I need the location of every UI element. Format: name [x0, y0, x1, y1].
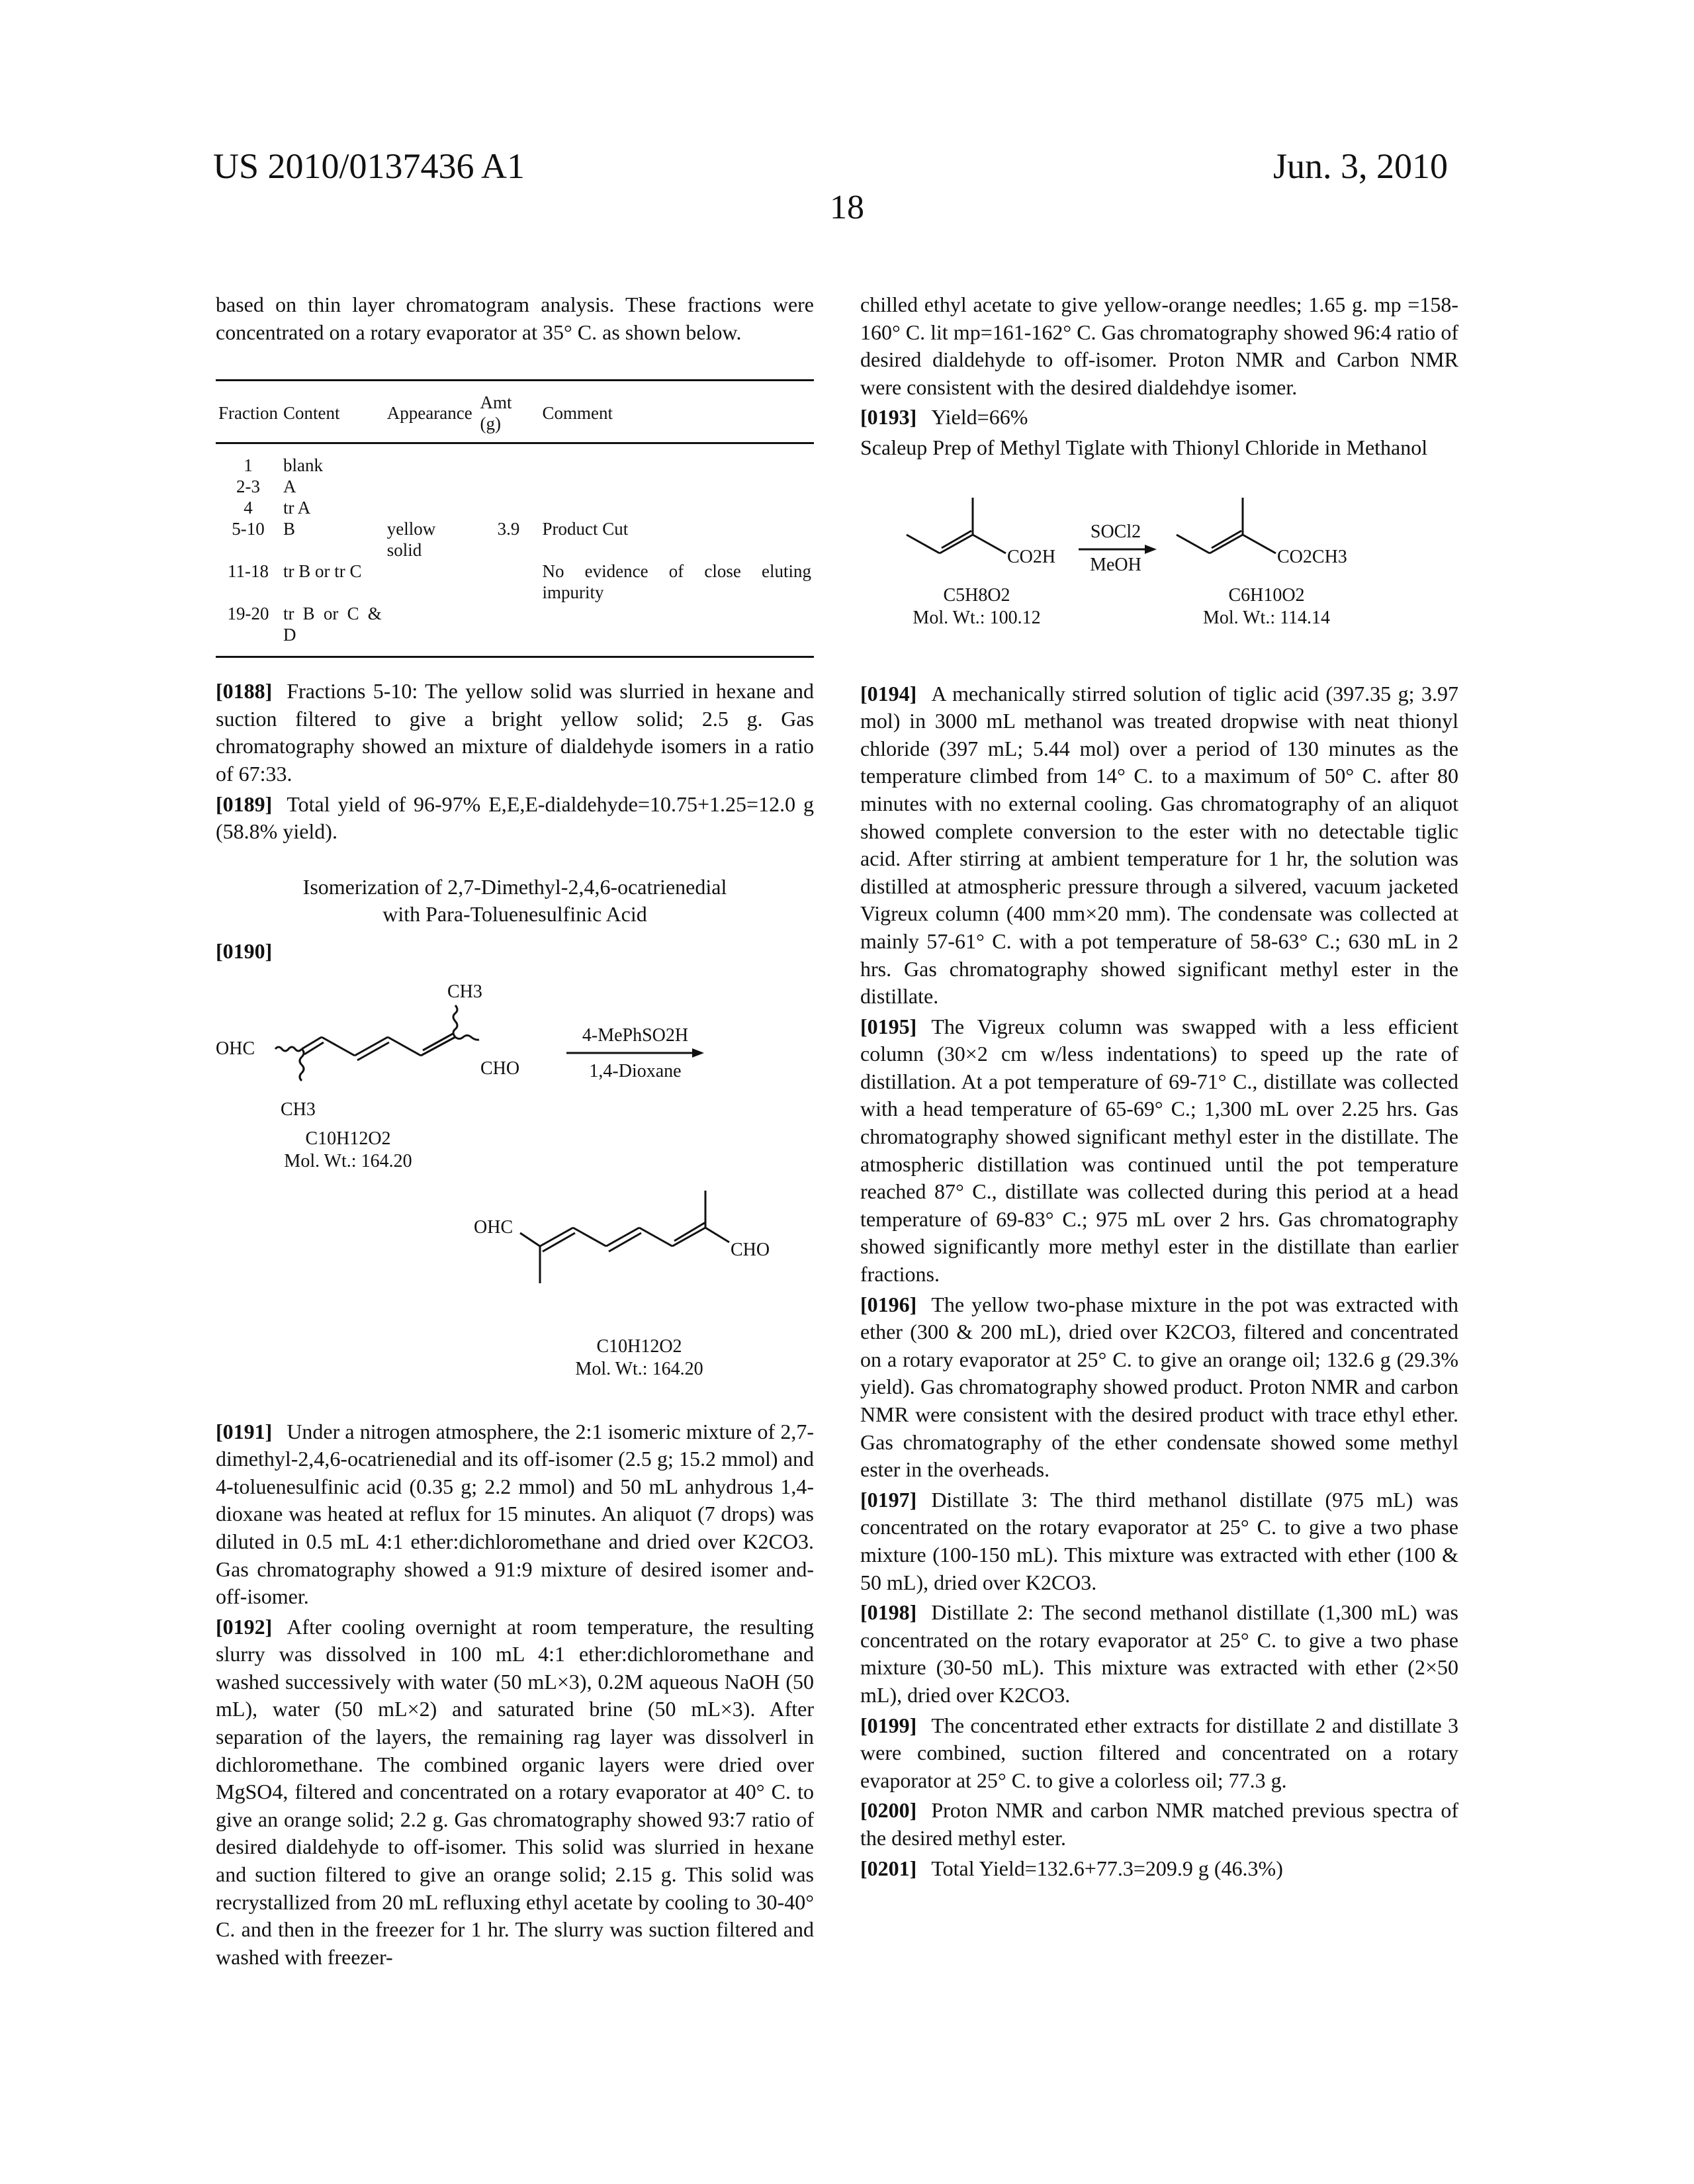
paragraph-number: [0190]	[216, 939, 272, 963]
paragraph-number: [0200]	[860, 1798, 916, 1822]
patent-number: US 2010/0137436 A1	[213, 146, 525, 187]
paragraph-text: After cooling overnight at room temperature, the resulting slurry was dissolved in 100 mL 4:1 ether:dichloromethane and washed successively with water (50 mL×3), 0.2M aqueous NaOH (50 mL), water (50 mL×2) and saturated brine (50 mL×3). After separation of the layers, the remaining rag layer was dissolverl in dichloromethane. The combined organic layers were dried over MgSO4, filtered and concentrated on a rotary evaporator at 40° C. to give an orange solid; 2.2 g. Gas chromatography showed 93:7 ratio of desired dialdehyde to off-isomer. This solid was slurried in hexane and suction filtered to give an orange solid; 2.15 g. This solid was recrystallized from 20 mL refluxing ethyl acetate by cooling to 30-40° C. and then in the freezer for 1 hr. The slurry was suction filtered and washed with freezer-	[216, 1615, 814, 1969]
cell: 1	[216, 443, 281, 477]
paragraph-number: [0198]	[860, 1600, 916, 1624]
paragraph-0191	[216, 1418, 814, 1611]
solvent-label: 1,4-Dioxane	[589, 1061, 681, 1081]
col-comment: Comment	[539, 381, 814, 443]
cell	[384, 561, 478, 603]
fractions-table	[216, 379, 814, 658]
publication-date: Jun. 3, 2010	[1273, 146, 1448, 187]
cell: tr B or tr C	[281, 561, 384, 603]
cell	[384, 476, 478, 497]
paragraph-text: A mechanically stirred solution of tiglic acid (397.35 g; 3.97 mol) in 3000 mL methanol was treated dropwise with neat thionyl chloride (397 mL; 5.44 mol) over a period of 130 minutes as the temperature climbed from 14° C. to a maximum of 50° C. after 80 minutes with no external cooling. Gas chromatography of an aliquot showed complete conversion to the ester with no detectable tiglic acid. After stirring at ambient temperature for 1 hr, the solution was distilled at atmospheric pressure through a silvered, vacuum jacketed Vigreux column (400 mm×20 mm). The condensate was collected at mainly 57-61° C. with a pot temperature of 58-63° C.; 630 mL in 2 hrs. Gas chromatography showed significant methyl ester in the distillate.	[860, 682, 1458, 1009]
right-column	[860, 291, 1458, 1885]
paragraph-number: [0193]	[860, 405, 916, 429]
cell: 19-20	[216, 603, 281, 657]
cell: tr B or C & D	[281, 603, 384, 657]
tiglic-acid-structure	[907, 498, 1006, 553]
cell	[384, 603, 478, 657]
table-row	[216, 476, 814, 497]
formula-label: C6H10O2	[1228, 585, 1304, 606]
cell: 4	[216, 497, 281, 518]
cell: blank	[281, 443, 384, 477]
paragraph-0192	[216, 1614, 814, 1972]
cell	[478, 603, 540, 657]
col-amount: Amt (g)	[478, 381, 540, 443]
col-content: Content	[281, 381, 384, 443]
cell	[539, 476, 814, 497]
paragraph-0199	[860, 1712, 1458, 1795]
cell: A	[281, 476, 384, 497]
paragraph-number: [0188]	[216, 679, 272, 703]
continued-paragraph: chilled ethyl acetate to give yellow-orange needles; 1.65 g. mp =158-160° C. lit mp=161-162° C. Gas chromatography showed 96:4 ratio of desired dialdehyde to off-isomer. Proton NMR and Carbon NMR were consistent with the desired dialdehdye isomer.	[860, 291, 1458, 401]
paragraph-text: Fractions 5-10: The yellow solid was slurried in hexane and suction filtered to give a bright yellow solid; 2.5 g. Gas chromatography showed an mixture of dialdehyde isomers in a ratio of 67:33.	[216, 679, 814, 786]
paragraph-text: Yield=66%	[931, 405, 1028, 429]
cell: B	[281, 518, 384, 561]
paragraph-number: [0199]	[860, 1713, 916, 1737]
isomerization-scheme	[216, 968, 814, 1418]
methyl-ester-label: CO2CH3	[1277, 547, 1347, 567]
paragraph-0201	[860, 1855, 1458, 1883]
arrow-head	[1145, 545, 1157, 554]
cell	[478, 561, 540, 603]
cell: Product Cut	[539, 518, 814, 561]
carboxylic-acid-label: CO2H	[1007, 547, 1055, 567]
cell	[478, 476, 540, 497]
paragraph-text: Total Yield=132.6+77.3=209.9 g (46.3%)	[931, 1856, 1283, 1880]
ohc-label: OHC	[216, 1038, 255, 1059]
reagent-label: SOCl2	[1091, 522, 1141, 542]
paragraph-number: [0191]	[216, 1420, 272, 1443]
cho-label: CHO	[731, 1240, 770, 1260]
left-column	[216, 291, 814, 1974]
paragraph-number: [0189]	[216, 792, 272, 816]
cell	[539, 443, 814, 477]
table-row	[216, 603, 814, 657]
section-heading-isomerization	[216, 874, 814, 929]
paragraph-0197	[860, 1486, 1458, 1596]
paragraph-text: Under a nitrogen atmosphere, the 2:1 isomeric mixture of 2,7-dimethyl-2,4,6-ocatrienedial and its off-isomer (2.5 g; 15.2 mmol) and 4-toluenesulfinic acid (0.35 g; 2.2 mmol) and 50 mL anhydrous 1,4-dioxane was heated at reflux for 15 minutes. An aliquot (7 drops) was diluted in 0.5 mL 4:1 ether:dichloromethane and dried over K2CO3. Gas chromatography showed a 91:9 mixture of desired isomer and-off-isomer.	[216, 1420, 814, 1609]
formula-label: C10H12O2	[305, 1128, 390, 1149]
paragraph-number: [0192]	[216, 1615, 272, 1639]
paragraph-0198	[860, 1599, 1458, 1709]
paragraph-text: Proton NMR and carbon NMR matched previous spectra of the desired methyl ester.	[860, 1798, 1458, 1850]
paragraph-text: Distillate 2: The second methanol distillate (1,300 mL) was concentrated on the rotary evaporator at 25° C. to give a two phase mixture (30-50 mL). This mixture was extracted with ether (2×50 mL), dried over K2CO3.	[860, 1600, 1458, 1707]
paragraph-text: Total yield of 96-97% E,E,E-dialdehyde=10.75+1.25=12.0 g (58.8% yield).	[216, 792, 814, 844]
paragraph-text: The yellow two-phase mixture in the pot was extracted with ether (300 & 200 mL), dried over K2CO3, filtered and concentrated on a rotary evaporator at 25° C. to give an orange oil; 132.6 g (29.3% yield). Gas chromatography showed product. Proton NMR and carbon NMR were consistent with the desired product with trace ethyl ether. Gas chromatography of the ether condensate showed some methyl ester in the overheads.	[860, 1293, 1458, 1482]
table-header-row	[216, 381, 814, 443]
reagent-label: 4-MePhSO2H	[582, 1025, 688, 1046]
cell	[384, 497, 478, 518]
paragraph-number: [0196]	[860, 1293, 916, 1316]
paragraph-number: [0194]	[860, 682, 916, 705]
cell	[478, 443, 540, 477]
table-row	[216, 561, 814, 603]
paragraph-0194	[860, 680, 1458, 1011]
ch3-label: CH3	[281, 1099, 316, 1120]
heading-line: Isomerization of 2,7-Dimethyl-2,4,6-ocatrienedial	[216, 874, 814, 901]
page-number: 18	[0, 188, 1694, 227]
cell: No evidence of close eluting impurity	[539, 561, 814, 603]
cell: 11-18	[216, 561, 281, 603]
cell: yellow solid	[384, 518, 478, 561]
paragraph-0196	[860, 1291, 1458, 1484]
paragraph-text: The concentrated ether extracts for distillate 2 and distillate 3 were combined, suction filtered and concentrated on a rotary evaporator at 25° C. to give a colorless oil; 77.3 g.	[860, 1713, 1458, 1792]
heading-line: with Para-Toluenesulfinic Acid	[216, 901, 814, 929]
formula-label: C10H12O2	[596, 1336, 682, 1357]
ch3-label: CH3	[447, 981, 482, 1002]
col-appearance: Appearance	[384, 381, 478, 443]
table-row	[216, 443, 814, 477]
solvent-label: MeOH	[1090, 555, 1141, 575]
paragraph-0189	[216, 791, 814, 846]
starting-dialdehyde-structure	[275, 1005, 479, 1081]
ohc-label: OHC	[474, 1217, 513, 1238]
methyl-tiglate-structure	[1177, 498, 1276, 553]
paragraph-0188	[216, 678, 814, 788]
product-dialdehyde-structure	[520, 1191, 729, 1283]
cho-label: CHO	[480, 1058, 519, 1079]
molecular-weight-label: Mol. Wt.: 164.20	[575, 1359, 703, 1379]
arrow-head	[692, 1048, 704, 1058]
formula-label: C5H8O2	[943, 585, 1010, 606]
cell	[478, 497, 540, 518]
paragraph-number: [0195]	[860, 1015, 916, 1038]
intro-paragraph: based on thin layer chromatogram analysis. These fractions were concentrated on a rotary evaporator at 35° C. as shown below.	[216, 291, 814, 346]
cell: tr A	[281, 497, 384, 518]
esterification-scheme	[860, 469, 1458, 680]
molecular-weight-label: Mol. Wt.: 114.14	[1203, 608, 1330, 628]
cell: 2-3	[216, 476, 281, 497]
table-row	[216, 497, 814, 518]
molecular-weight-label: Mol. Wt.: 164.20	[284, 1151, 412, 1171]
col-fraction: Fraction	[216, 381, 281, 443]
paragraph-0200	[860, 1797, 1458, 1852]
paragraph-number: [0197]	[860, 1488, 916, 1512]
cell	[539, 603, 814, 657]
table-row	[216, 518, 814, 561]
paragraph-0195	[860, 1013, 1458, 1289]
molecular-weight-label: Mol. Wt.: 100.12	[913, 608, 1040, 628]
cell: 3.9	[478, 518, 540, 561]
paragraph-text: The Vigreux column was swapped with a less efficient column (30×2 cm w/less indentations) to speed up the rate of distillation. At a pot temperature of 69-71° C., distillate was collected with a head temperature of 65-69° C.; 1,300 mL over 2.25 hrs. Gas chromatography showed significant methyl ester in the distillate. The atmospheric distillation was continued until the pot temperature reached 87° C., distillate was collected during this period at a head temperature of 69-83° C.; 975 mL over 2 hrs. Gas chromatography showed significantly more methyl ester in the distillate than earlier fractions.	[860, 1015, 1458, 1286]
paragraph-0190	[216, 938, 814, 966]
paragraph-0193	[860, 404, 1458, 432]
cell	[539, 497, 814, 518]
section-heading-scaleup: Scaleup Prep of Methyl Tiglate with Thionyl Chloride in Methanol	[860, 434, 1458, 462]
cell: 5-10	[216, 518, 281, 561]
paragraph-text: Distillate 3: The third methanol distillate (975 mL) was concentrated on the rotary evaporator at 25° C. to give a two phase mixture (100-150 mL). This mixture was extracted with ether (100 & 50 mL), dried over K2CO3.	[860, 1488, 1458, 1594]
paragraph-number: [0201]	[860, 1856, 916, 1880]
cell	[384, 443, 478, 477]
